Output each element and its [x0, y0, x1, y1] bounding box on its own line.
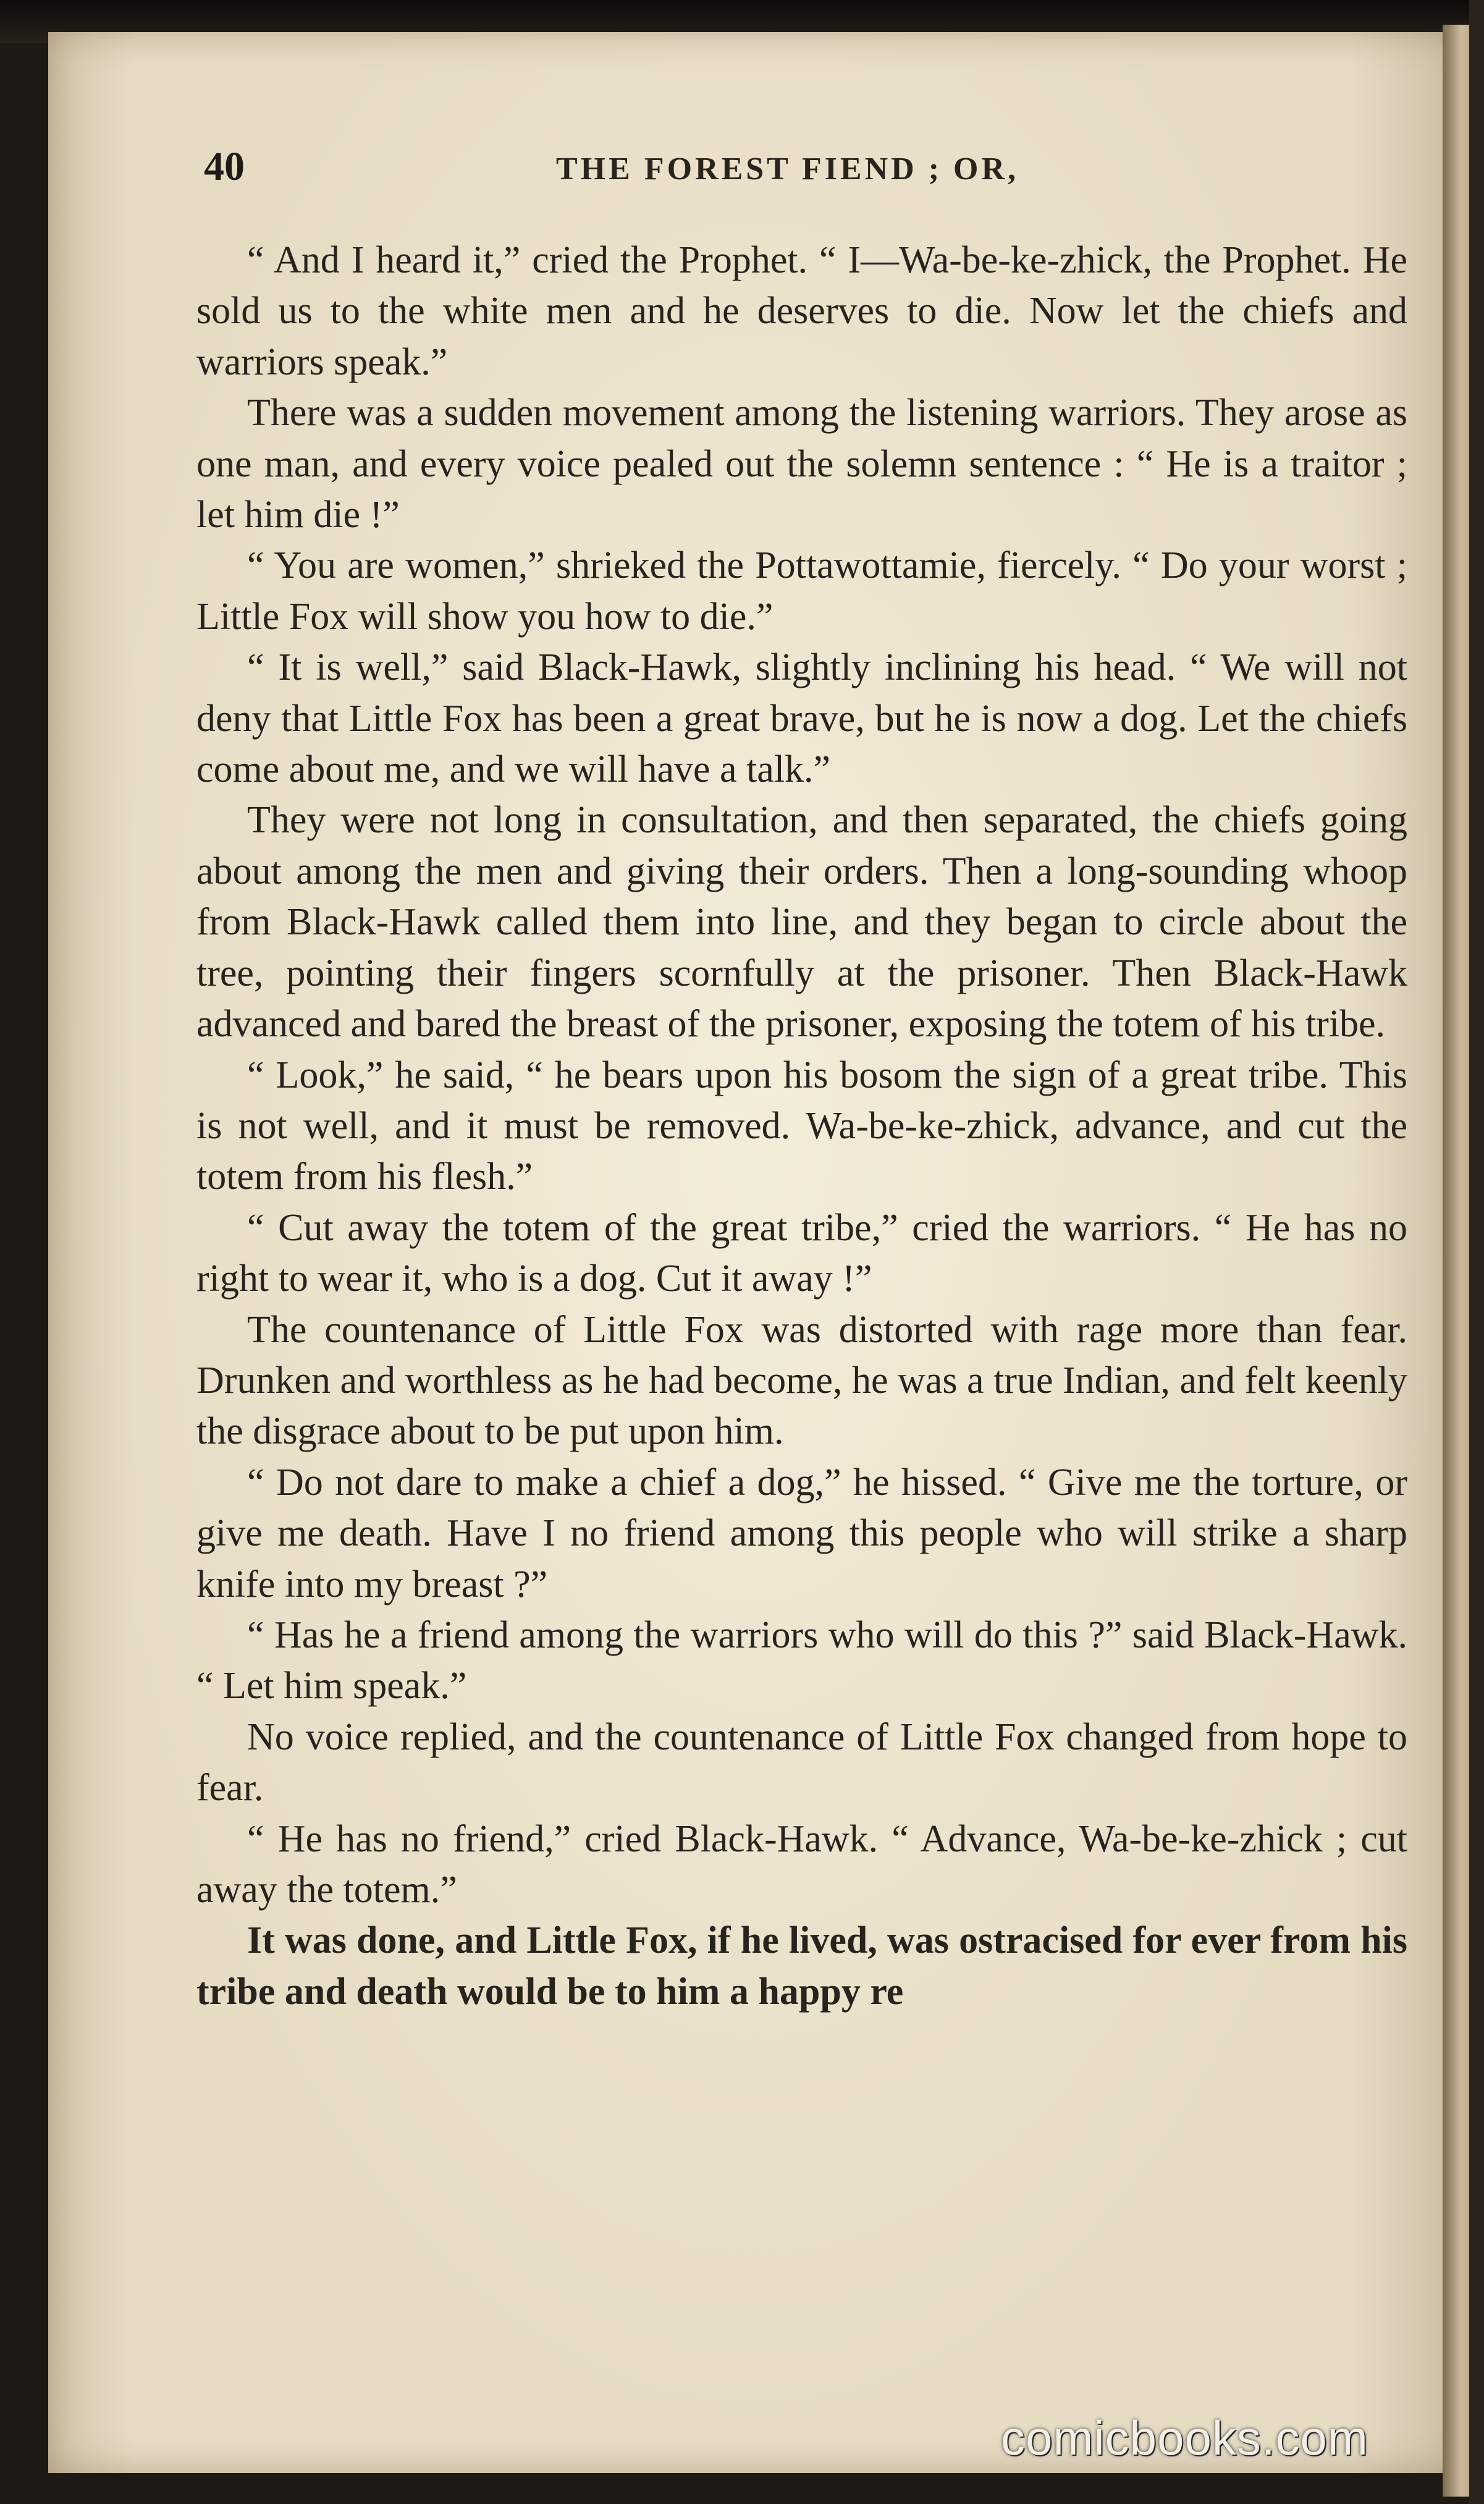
paragraph: “ Cut away the totem of the great tribe,” cried the warriors. “ He has no right to wear it, who is a dog. Cut it away !” [196, 1206, 1407, 1300]
paragraph: No voice replied, and the countenance of Little Fox changed from hope to fear. [196, 1715, 1407, 1809]
paragraph: “ He has no friend,” cried Black-Hawk. “ Advance, Wa-be-ke-zhick ; cut away the totem.” [196, 1817, 1407, 1911]
running-head: THE FOREST FIEND ; OR, [556, 151, 1019, 187]
watermark: comicbooks.com [1001, 2411, 1368, 2465]
paragraph: “ Has he a friend among the warriors who will do this ?” said Black-Hawk. “ Let him speak.” [196, 1614, 1407, 1707]
paragraph: The countenance of Little Fox was distorted with rage more than fear. Drunken and worthless as he had become, he was a true Indian, and felt keenly the disgrace about to be put upon him. [196, 1308, 1407, 1453]
body-text [196, 235, 1407, 2017]
page-number: 40 [204, 144, 245, 189]
paragraph: It was done, and Little Fox, if he lived, was ostracised for ever from his tribe and death would be to him a happy re [196, 1919, 1407, 2013]
page-header [204, 137, 1415, 205]
paragraph: There was a sudden movement among the listening warriors. They arose as one man, and every voice pealed out the solemn sentence : “ He is a traitor ; let him die !” [196, 392, 1407, 536]
paragraph: They were not long in consultation, and then separated, the chiefs going about among the men and giving their orders. Then a long-sounding whoop from Black-Hawk called them into line, and they began to circle about the tree, pointing their fingers scornfully at the prisoner. Then Black-Hawk advanced and bared the breast of the prisoner, exposing the totem of his tribe. [196, 799, 1407, 1046]
book-spine [1469, 0, 1484, 2504]
paragraph: “ You are women,” shrieked the Pottawottamie, fiercely. “ Do your worst ; Little Fox will show you how to die.” [196, 544, 1407, 638]
paragraph: “ Do not dare to make a chief a dog,” he hissed. “ Give me the torture, or give me death. Have I no friend among this people who will strike a sharp knife into my breast ?” [196, 1461, 1407, 1605]
paragraph: “ Look,” he said, “ he bears upon his bosom the sign of a great tribe. This is not well, and it must be removed. Wa-be-ke-zhick, advance, and cut the totem from his flesh.” [196, 1054, 1407, 1198]
paragraph: “ And I heard it,” cried the Prophet. “ I—Wa-be-ke-zhick, the Prophet. He sold us to the white men and he deserves to die. Now let the chiefs and warriors speak.” [196, 239, 1407, 383]
paragraph: “ It is well,” said Black-Hawk, slightly inclining his head. “ We will not deny that Little Fox has been a great brave, but he is now a dog. Let the chiefs come about me, and we will have a talk.” [196, 646, 1407, 791]
